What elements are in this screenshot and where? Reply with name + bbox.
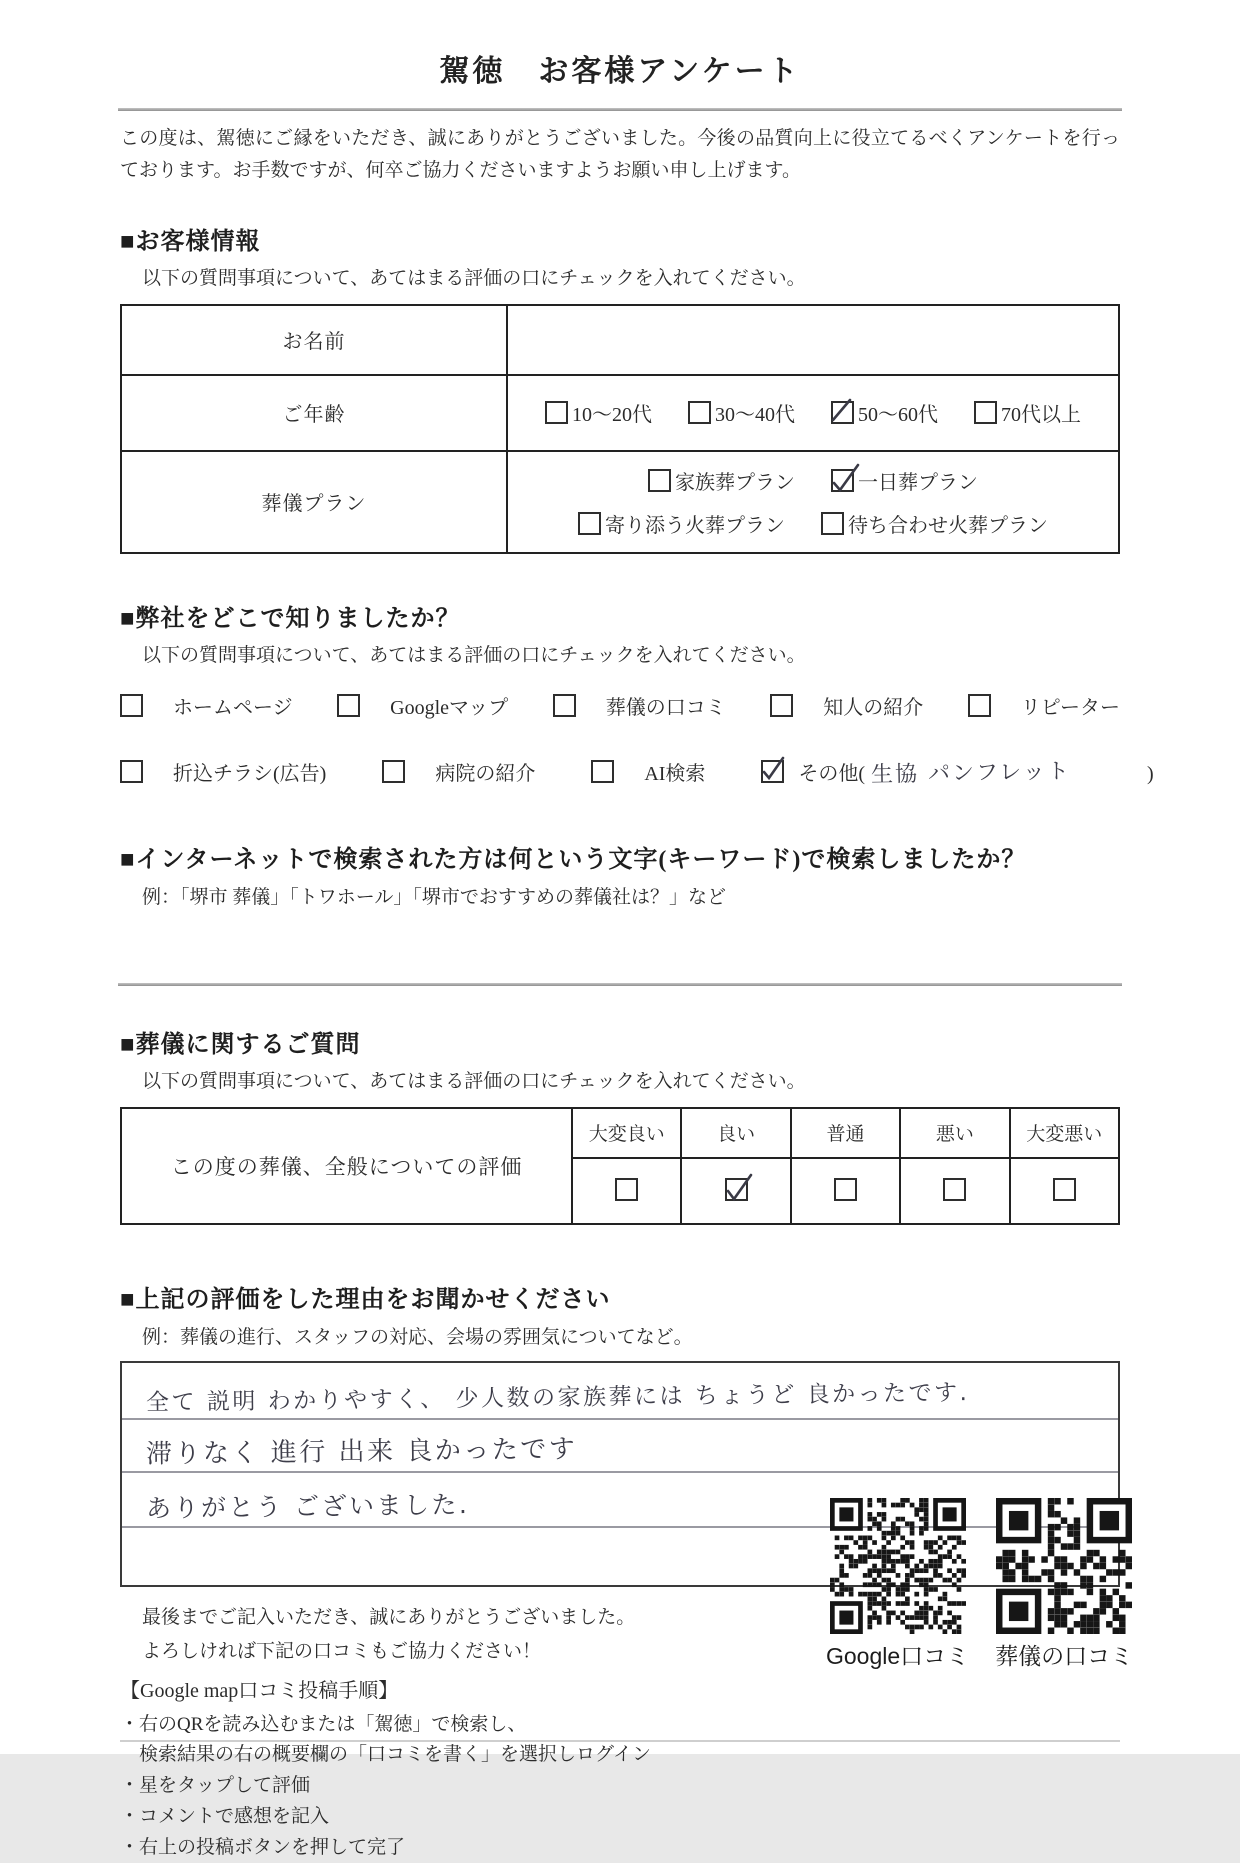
source-option-googlemap: Googleマップ [337, 691, 508, 720]
funeral-review-qr-label: 葬儀の口コミ [995, 1643, 1134, 1669]
rating-cell-good [681, 1158, 790, 1224]
closing-line2: よろしければ下記の口コミもご協力ください！ [142, 1641, 542, 1662]
keyword-example: 例：「堺市 葬儀」「トワホール」「堺市でおすすめの葬儀社は？」など [142, 886, 727, 908]
qr-code-area [826, 1498, 1133, 1671]
source-option-repeater: リピーター [968, 691, 1120, 720]
checkbox-unchecked [974, 401, 997, 424]
source-option-flyer: 折込チラシ(広告) [120, 757, 326, 786]
review-step: ・右のQRを読み込むまたは「駕徳」で検索し、 [120, 1713, 527, 1735]
keyword-heading: ■インターネットで検索された方は何という文字(キーワード)で検索しましたか？ [120, 846, 1027, 873]
intro-paragraph: この度は、駕徳にご縁をいただき、誠にありがとうございました。今後の品質向上に役立てるべくアンケートを行っております。お手数ですが、何卒ご協力くださいますようお願い申し上げます。 [120, 128, 1120, 181]
checkbox-unchecked [821, 512, 844, 535]
check-mark-icon [724, 1168, 754, 1204]
page-title: 駕徳 お客様アンケート [439, 55, 801, 88]
checkbox-checked [831, 401, 854, 424]
other-handwritten-value: 生協 パンフレット [870, 759, 1072, 788]
review-step: 検索結果の右の概要欄の「口コミを書く」を選択しログイン [120, 1744, 652, 1766]
source-option-homepage: ホームページ [120, 691, 293, 720]
handwritten-comment-line2: 滞りなく 進行 出来 良かったです [145, 1434, 578, 1470]
handwritten-comment-line1: 全て 説明 わかりやすく、 少人数の家族葬には ちょうど 良かったです. [145, 1379, 970, 1416]
check-mark-icon [760, 750, 786, 782]
plan-label: 葬儀プラン [121, 451, 507, 553]
checkbox-unchecked [591, 760, 614, 783]
table-row-age [121, 375, 1119, 451]
review-step: ・右上の投稿ボタンを押して完了 [120, 1836, 406, 1858]
checkbox-unchecked [337, 694, 360, 717]
rating-question: この度の葬儀、全般についての評価 [121, 1108, 572, 1224]
checkbox-unchecked [770, 694, 793, 717]
name-label: お名前 [121, 305, 507, 375]
age-label: ご年齢 [121, 375, 507, 451]
funeral-review-qr [995, 1498, 1133, 1671]
rating-col-normal: 普通 [791, 1108, 900, 1158]
review-step: ・星をタップして評価 [120, 1775, 311, 1797]
source-heading: ■弊社をどこで知りましたか？ [120, 605, 461, 632]
keyword-section [120, 839, 1120, 909]
plan-option-oneday: 一日葬プラン [831, 466, 978, 495]
age-option-70plus: 70代以上 [974, 398, 1081, 427]
plan-option-family: 家族葬プラン [648, 466, 795, 495]
source-option-other: その他( 生協 パンフレット ) [761, 756, 1153, 787]
source-option-ai-search: AI検索 [591, 757, 705, 786]
funeral-review-qr-code [996, 1498, 1132, 1634]
rating-col-good: 良い [681, 1108, 790, 1158]
closing-line1: 最後までご記入いただき、誠にありがとうございました。 [142, 1606, 636, 1628]
checkbox-unchecked [615, 1178, 638, 1201]
checkbox-unchecked [1053, 1178, 1076, 1201]
checkbox-unchecked [943, 1178, 966, 1201]
plan-options-cell [507, 451, 1119, 553]
google-review-qr-label: Google口コミ [826, 1643, 970, 1669]
source-instruction: 以下の質問事項について、あてはまる評価の口にチェックを入れてください。 [142, 644, 806, 666]
source-options-row2 [120, 756, 1154, 788]
middle-divider [118, 983, 1122, 986]
table-row-plan [121, 451, 1119, 553]
checkbox-unchecked [120, 760, 143, 783]
review-steps [120, 1675, 740, 1863]
checkbox-unchecked [578, 512, 601, 535]
rating-instruction: 以下の質問事項について、あてはまる評価の口にチェックを入れてください。 [142, 1070, 806, 1092]
rating-col-verybad: 大変悪い [1010, 1108, 1119, 1158]
checkbox-checked [725, 1178, 748, 1201]
check-mark-icon [830, 459, 860, 495]
rating-col-verygood: 大変良い [572, 1108, 681, 1158]
checkbox-unchecked [553, 694, 576, 717]
top-divider [118, 108, 1122, 111]
plan-option-cremation-meet: 待ち合わせ火葬プラン [821, 509, 1048, 538]
customer-info-table [120, 304, 1120, 554]
checkbox-unchecked [968, 694, 991, 717]
reason-heading: ■上記の評価をした理由をお聞かせください [120, 1286, 611, 1313]
source-section [120, 598, 1154, 788]
age-option-30-40: 30～40代 [688, 398, 795, 427]
source-option-referral: 知人の紹介 [770, 691, 923, 720]
table-row-name [121, 305, 1119, 375]
rating-section [120, 1024, 1120, 1225]
checkbox-checked [761, 760, 784, 783]
checkbox-unchecked [120, 694, 143, 717]
checkbox-unchecked [834, 1178, 857, 1201]
checkbox-unchecked [382, 760, 405, 783]
customer-info-section [120, 221, 1120, 554]
google-review-qr-code [830, 1498, 966, 1634]
source-option-funeral-review: 葬儀の口コミ [553, 691, 726, 720]
scan-artifact-line [120, 1740, 1120, 1742]
checkbox-checked [831, 469, 854, 492]
customer-info-heading: ■お客様情報 [120, 228, 261, 255]
checkbox-unchecked [648, 469, 671, 492]
customer-info-instruction: 以下の質問事項について、あてはまる評価の口にチェックを入れてください。 [142, 267, 806, 289]
review-step: ・コメントで感想を記入 [120, 1805, 330, 1827]
rating-col-bad: 悪い [900, 1108, 1009, 1158]
rating-cell-verybad [1010, 1158, 1119, 1224]
handwritten-comment-line3: ありがとう ございました. [145, 1489, 470, 1523]
checkbox-unchecked [545, 401, 568, 424]
source-options-row1 [120, 691, 1120, 720]
google-review-qr [826, 1498, 969, 1671]
rating-cell-bad [900, 1158, 1009, 1224]
review-steps-title: 【Google map口コミ投稿手順】 [120, 1680, 399, 1703]
ruled-line [122, 1418, 1118, 1420]
plan-option-cremation-close: 寄り添う火葬プラン [578, 509, 785, 538]
check-mark-icon [830, 391, 856, 425]
rating-heading: ■葬儀に関するご質問 [120, 1031, 361, 1058]
rating-header-row [121, 1108, 1119, 1158]
checkbox-unchecked [688, 401, 711, 424]
age-option-10-20: 10～20代 [545, 398, 652, 427]
reason-example: 例：葬儀の進行、スタッフの対応、会場の雰囲気についてなど。 [142, 1326, 693, 1348]
name-value-cell [507, 305, 1119, 375]
rating-cell-verygood [572, 1158, 681, 1224]
source-option-hospital: 病院の紹介 [382, 757, 535, 786]
rating-cell-normal [791, 1158, 900, 1224]
age-option-50-60: 50～60代 [831, 398, 938, 427]
rating-table [120, 1107, 1120, 1225]
age-options-cell [507, 375, 1119, 451]
ruled-line [122, 1471, 1118, 1473]
